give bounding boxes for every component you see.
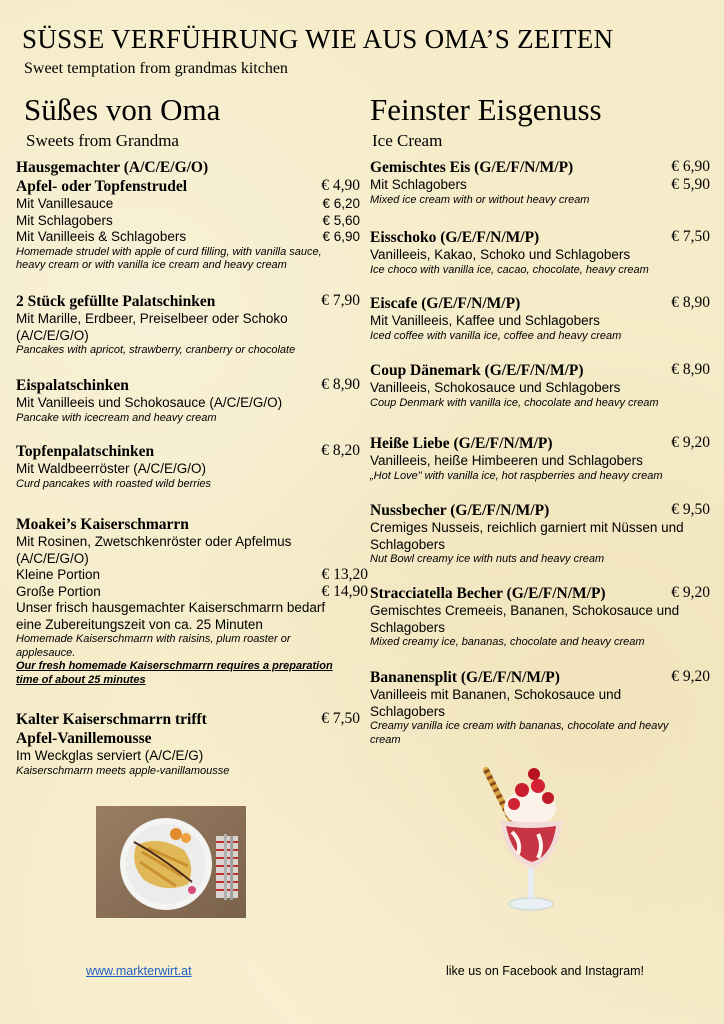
item-english: „Hot Love" with vanilla ice, hot raspberries and heavy cream — [370, 469, 663, 482]
item-price: € 9,20 — [671, 584, 710, 601]
item-desc: Mit Vanilleeis und Schokosauce (A/C/E/G/O) — [16, 395, 283, 410]
menu-item-topfenpalatschinken — [16, 442, 360, 491]
item-desc: Vanilleeis, Kakao, Schoko und Schlagobers — [370, 247, 631, 262]
menu-item-eisschoko — [370, 228, 710, 277]
item-english: Homemade strudel with apple of curd filling, with vanilla sauce, — [16, 245, 322, 258]
item-english: Creamy vanilla ice cream with bananas, chocolate and heavy — [370, 720, 669, 732]
item-desc: Gemischtes Cremeeis, Bananen, Schokosauce und — [370, 603, 680, 618]
item-desc: Im Weckglas serviert (A/C/E/G) — [16, 748, 204, 763]
menu-item-stracciatella — [370, 584, 710, 650]
item-name: Nussbecher (G/E/F/N/M/P) — [370, 502, 550, 519]
option-label: Mit Vanillesauce — [16, 196, 114, 211]
item-price: € 8,20 — [321, 442, 360, 459]
item-desc: Schlagobers — [370, 536, 446, 552]
item-name: Coup Dänemark (G/E/F/N/M/P) — [370, 362, 584, 379]
item-english: heavy cream or with vanilla ice cream and heavy cream — [16, 259, 287, 271]
item-name: Eiscafe (G/E/F/N/M/P) — [370, 295, 521, 312]
page-subtitle: Sweet temptation from grandmas kitchen — [24, 60, 288, 77]
item-name-line2: Apfel-Vanillemousse — [16, 730, 152, 747]
menu-item-kaiserschmarrn — [16, 515, 368, 687]
item-note: Unser frisch hausgemachter Kaiserschmarrn bedarf — [16, 600, 326, 615]
item-name: Eisschoko (G/E/F/N/M/P) — [370, 229, 540, 246]
menu-item-strudel — [16, 158, 360, 273]
menu-item-eiscafe — [370, 294, 710, 343]
portion-label: Große Portion — [16, 583, 101, 599]
menu-item-heisse-liebe — [370, 434, 710, 483]
item-name: Topfenpalatschinken — [16, 443, 155, 460]
item-price: € 6,90 — [671, 158, 710, 175]
item-desc: Mit Waldbeerröster (A/C/E/G/O) — [16, 461, 207, 476]
item-english: Homemade Kaiserschmarrn with raisins, plum roaster or — [16, 633, 291, 645]
item-english-note: time of about 25 minutes — [16, 673, 146, 686]
option-price: € 6,90 — [322, 229, 360, 244]
item-desc: Schlagobers — [370, 703, 446, 719]
menu-item-kalter-kaiserschmarrn — [16, 710, 360, 778]
menu-item-eispalatschinken — [16, 376, 360, 425]
item-name: Moakei’s Kaiserschmarrn — [16, 516, 189, 533]
item-english: Mixed ice cream with or without heavy cream — [370, 193, 590, 206]
item-english: Kaiserschmarrn meets apple-vanillamousse — [16, 764, 230, 777]
item-desc: Mit Rosinen, Zwetschkenröster oder Apfelmus — [16, 534, 292, 549]
menu-item-coup-daenemark — [370, 361, 710, 410]
item-desc: Schlagobers — [370, 619, 446, 635]
item-name: 2 Stück gefüllte Palatschinken — [16, 293, 216, 310]
item-english: Pancakes with apricot, strawberry, cranberry or chocolate — [16, 344, 296, 356]
right-column-heading: Feinster Eisgenuss — [370, 92, 602, 127]
item-english: Curd pancakes with roasted wild berries — [16, 477, 212, 490]
menu-item-nussbecher — [370, 501, 710, 567]
item-name: Gemischtes Eis (G/E/F/N/M/P) — [370, 159, 574, 176]
right-column-subheading: Ice Cream — [372, 131, 443, 150]
page-title: SÜSSE VERFÜHRUNG WIE AUS OMA’S ZEITEN — [22, 24, 614, 54]
left-column-subheading: Sweets from Grandma — [26, 131, 179, 150]
menu-item-palatschinken — [16, 292, 360, 358]
item-english: Coup Denmark with vanilla ice, chocolate and heavy cream — [370, 396, 659, 409]
item-price: € 7,50 — [671, 228, 710, 245]
item-price: € 9,20 — [671, 668, 710, 685]
item-desc: Vanilleeis, Schokosauce und Schlagobers — [370, 380, 621, 395]
option-label: Mit Vanilleeis & Schlagobers — [16, 229, 187, 244]
item-price: € 9,50 — [671, 501, 710, 518]
portion-price: € 14,90 — [321, 582, 368, 600]
item-name: Bananensplit (G/E/F/N/M/P) — [370, 669, 560, 686]
item-english: Pancake with icecream and heavy cream — [16, 411, 217, 424]
item-price: € 7,90 — [321, 292, 360, 309]
item-english: Mixed creamy ice, bananas, chocolate and heavy cream — [370, 636, 645, 648]
item-desc: Cremiges Nusseis, reichlich garniert mit Nüssen und — [370, 520, 684, 535]
portion-price: € 13,20 — [321, 566, 368, 583]
item-desc: Mit Marille, Erdbeer, Preiselbeer oder Schoko — [16, 311, 288, 326]
item-english: Ice choco with vanilla ice, cacao, chocolate, heavy cream — [370, 263, 649, 276]
item-english: cream — [370, 733, 401, 746]
social-media-note: like us on Facebook and Instagram! — [446, 964, 645, 978]
item-english: Iced coffee with vanilla ice, coffee and heavy cream — [370, 329, 622, 342]
item-desc: Mit Schlagobers — [370, 177, 467, 192]
portion-label: Kleine Portion — [16, 567, 101, 582]
item-desc: (A/C/E/G/O) — [16, 327, 89, 343]
item-name: Stracciatella Becher (G/E/F/N/M/P) — [370, 585, 606, 602]
item-price: € 4,90 — [321, 177, 360, 194]
item-desc-price: € 5,90 — [671, 176, 710, 193]
menu-item-bananensplit — [370, 668, 710, 747]
item-note: eine Zubereitungszeit von ca. 25 Minuten — [16, 616, 263, 632]
left-column-heading: Süßes von Oma — [24, 92, 221, 127]
option-price: € 5,60 — [322, 212, 360, 228]
item-allergens: Hausgemachter (A/C/E/G/O) — [16, 159, 209, 176]
item-price: € 8,90 — [321, 376, 360, 393]
website-link[interactable]: www.markterwirt.at — [86, 964, 192, 978]
item-name: Eispalatschinken — [16, 377, 129, 394]
kaiserschmarrn-photo — [96, 806, 246, 918]
item-english: Nut Bowl creamy ice with nuts and heavy cream — [370, 553, 605, 565]
item-desc: Vanilleeis, heiße Himbeeren und Schlagobers — [370, 453, 643, 468]
item-price: € 8,90 — [671, 294, 710, 311]
option-label: Mit Schlagobers — [16, 212, 113, 228]
item-price: € 7,50 — [321, 710, 360, 727]
item-english-note: Our fresh homemade Kaiserschmarrn requires a preparation — [16, 660, 333, 672]
item-english: applesauce. — [16, 646, 76, 659]
ice-cream-sundae-image — [478, 764, 574, 916]
option-price: € 6,20 — [322, 196, 360, 211]
item-desc: Mit Vanilleeis, Kaffee und Schlagobers — [370, 313, 600, 328]
item-desc: Vanilleeis mit Bananen, Schokosauce und — [370, 687, 622, 702]
item-desc: (A/C/E/G/O) — [16, 550, 89, 566]
item-name: Apfel- oder Topfenstrudel — [16, 178, 188, 195]
item-price: € 8,90 — [671, 361, 710, 378]
item-name: Kalter Kaiserschmarrn trifft — [16, 711, 207, 728]
menu-item-gemischtes-eis — [370, 158, 710, 207]
item-price: € 9,20 — [671, 434, 710, 451]
item-name: Heiße Liebe (G/E/F/N/M/P) — [370, 435, 553, 452]
